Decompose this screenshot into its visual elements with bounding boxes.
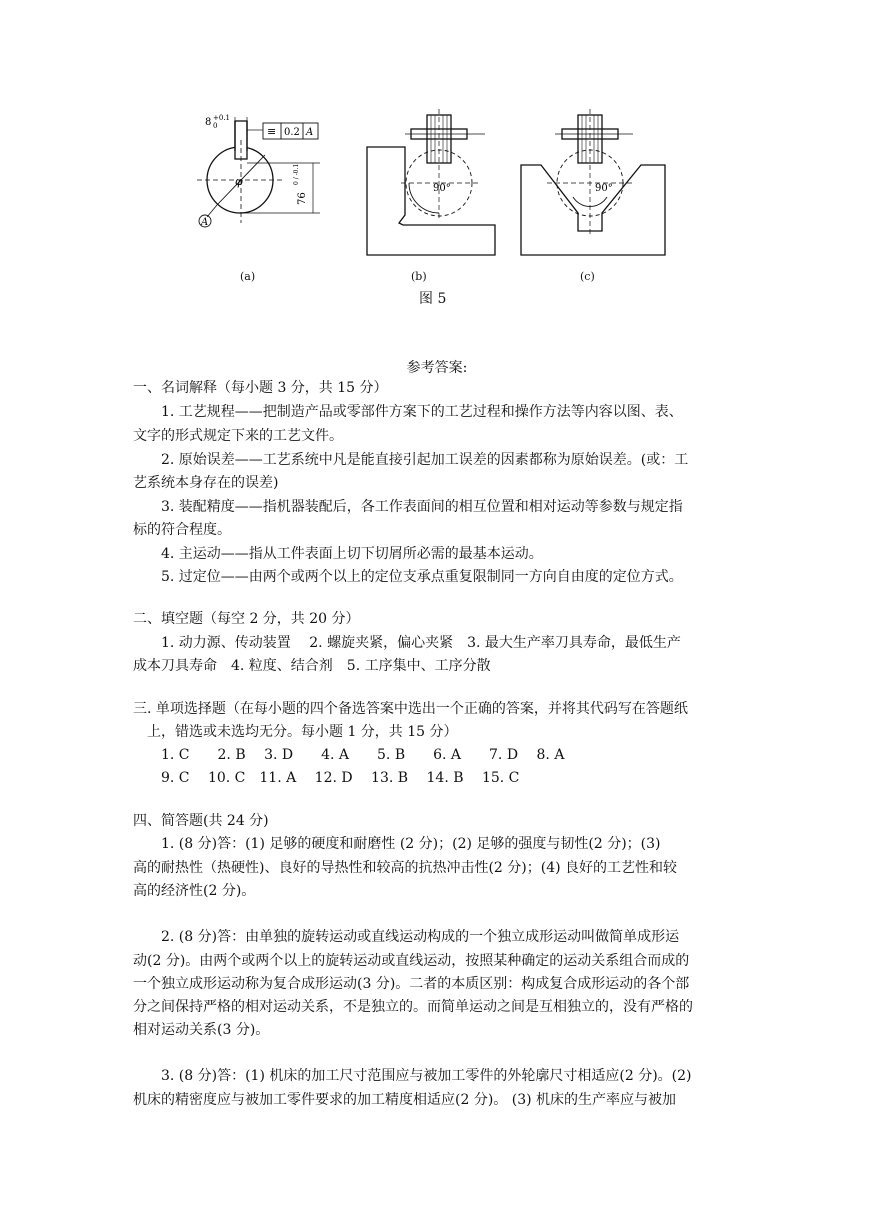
dim-width: 8: [205, 117, 212, 128]
section2-line: 1. 动力源、传动装置 2. 螺旋夹紧，偏心夹紧 3. 最大生产率刀具寿命，最低生产: [161, 635, 681, 651]
section1-line: 5. 过定位——由两个或两个以上的定位支承点重复限制同一方向自由度的定位方式。: [161, 569, 683, 585]
dim-width-tol-upper: +0.1: [213, 114, 230, 122]
section1-line: 2. 原始误差——工艺系统中凡是能直接引起加工误差的因素都称为原始误差。(或：工: [161, 452, 689, 468]
section3-heading-cont: 上，错选或未选均无分。每小题 1 分，共 15 分）: [147, 724, 458, 740]
dim-width-tol-lower: 0: [213, 122, 218, 130]
dim-depth-tol: 0 / -0.1: [293, 163, 300, 185]
datum-label: A: [201, 217, 209, 228]
section1-line: 文字的形式规定下来的工艺文件。: [133, 428, 343, 444]
answer-title: 参考答案:: [406, 360, 468, 376]
figure-c-fixture: [521, 109, 665, 255]
q1-line: 高的耐热性（热硬性)、良好的导热性和较高的抗热冲击性(2 分)；(4) 良好的工艺性和较: [133, 860, 678, 876]
angle-c: 90°: [595, 183, 613, 194]
diameter-symbol: φ: [235, 175, 243, 188]
datum-box: A: [306, 127, 314, 138]
figure-label-c: (c): [580, 270, 595, 283]
section1-heading: 一、名词解释（每小题 3 分，共 15 分）: [133, 380, 388, 396]
section2-heading: 二、填空题（每空 2 分，共 20 分）: [133, 611, 360, 627]
section1-line: 标的符合程度。: [133, 522, 231, 538]
q2-line: 相对运动关系(3 分)。: [133, 1022, 270, 1038]
dim-depth: 76: [297, 192, 308, 205]
q2-line: 分之间保持严格的相对运动关系，不是独立的。而简单运动之间是互相独立的，没有严格的: [133, 999, 693, 1015]
choice-row-2: 9. C 10. C 11. A 12. D 13. B 14. B 15. C: [161, 770, 520, 786]
section3-heading: 三. 单项选择题（在每小题的四个备选答案中选出一个正确的答案，并将其代码写在答题纸: [133, 701, 688, 717]
section2-line: 成本刀具寿命 4. 粒度、结合剂 5. 工序集中、工序分散: [133, 658, 491, 674]
q2-line: 动(2 分)。由两个或两个以上的旋转运动或直线运动，按照某种确定的运动关系组合而成的: [133, 953, 690, 969]
tolerance-value: 0.2: [284, 127, 300, 138]
q3-line: 3. (8 分)答：(1) 机床的加工尺寸范围应与被加工零件的外轮廓尺寸相适应(2 分)。(2): [161, 1068, 692, 1084]
figure-title: 图 5: [419, 291, 447, 307]
section1-line: 艺系统本身存在的误差): [133, 475, 279, 491]
figure-b-fixture: [367, 109, 495, 255]
section4-heading: 四、简答题(共 24 分): [133, 813, 269, 829]
figure-label-a: (a): [240, 270, 256, 283]
section1-line: 1. 工艺规程——把制造产品或零部件方案下的工艺过程和操作方法等内容以图、表、: [161, 404, 683, 420]
choice-row-1: 1. C 2. B 3. D 4. A 5. B 6. A 7. D 8. A: [161, 747, 565, 763]
figure-label-b: (b): [411, 270, 427, 283]
q2-line: 一个独立成形运动称为复合成形运动(3 分)。二者的本质区别：构成复合成形运动的各个部: [133, 976, 690, 992]
section1-line: 4. 主运动——指从工件表面上切下切屑所必需的最基本运动。: [161, 546, 543, 562]
figure-5-drawing: [195, 105, 675, 285]
q1-line: 1. (8 分)答：(1) 足够的硬度和耐磨性 (2 分)；(2) 足够的强度与韧性(2 分)；(3): [161, 836, 661, 852]
q3-line: 机床的精密度应与被加工零件要求的加工精度相适应(2 分)。 (3) 机床的生产率应与被加: [133, 1092, 677, 1108]
angle-b: 90°: [433, 183, 451, 194]
tolerance-symbol: ≡: [267, 125, 277, 138]
q1-line: 高的经济性(2 分)。: [133, 883, 256, 899]
q2-line: 2. (8 分)答：由单独的旋转运动或直线运动构成的一个独立成形运动叫做简单成形运: [161, 929, 680, 945]
figure-a-part: [197, 117, 320, 227]
section1-line: 3. 装配精度——指机器装配后，各工作表面间的相互位置和相对运动等参数与规定指: [161, 499, 683, 515]
